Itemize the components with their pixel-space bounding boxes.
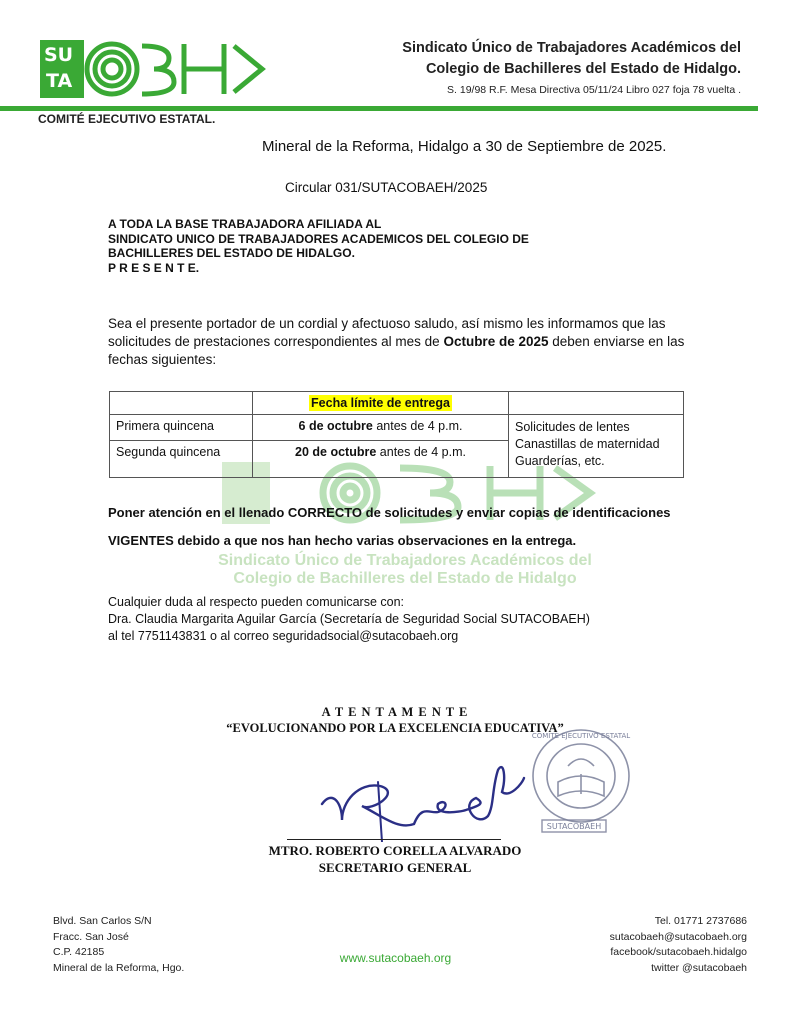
closing-motto: “EVOLUCIONANDO POR LA EXCELENCIA EDUCATIVA” [226,721,564,735]
row-label: Primera quincena [110,415,253,441]
contact-line: al tel 7751143831 o al correo seguridadsocial@sutacobaeh.org [108,629,459,643]
committee-label: COMITÉ EJECUTIVO ESTATAL. [38,112,216,126]
signer-title: SECRETARIO GENERAL [318,860,472,875]
warning-line-1: Poner atención en el llenado CORRECTO de solicitudes y enviar copias de identificaciones [108,505,671,520]
logo-ta-text: TA [46,70,73,92]
recipient-line: BACHILLERES DEL ESTADO DE HIDALGO. [108,246,355,260]
footer-twitter-link[interactable]: twitter @sutacobaeh [651,961,747,974]
table-header: Fecha límite de entrega [311,396,450,410]
signature-line [287,839,501,840]
warning-line-2: VIGENTES debido a que nos han hecho varias observaciones en la entrega. [108,533,577,548]
row-label: Segunda quincena [110,441,253,478]
registration-info: S. 19/98 R.F. Mesa Directiva 05/11/24 Libro 027 foja 78 vuelta . [447,84,741,96]
footer-email-link[interactable]: sutacobaeh@sutacobaeh.org [609,930,747,943]
watermark-org-line-1: Sindicato Único de Trabajadores Académicos del [218,552,592,569]
footer-contacts [610,914,747,976]
footer-address: Blvd. San Carlos S/N Fracc. San José C.P. 42185 Mineral de la Reforma, Hgo. [53,915,185,974]
circular-number: Circular 031/SUTACOBAEH/2025 [285,180,488,195]
watermark-org-line-2: Colegio de Bachilleres del Estado de Hidalgo [233,570,577,587]
recipient-line: A TODA LA BASE TRABAJADORA AFILIADA AL [108,217,382,231]
notes-cell: Solicitudes de lentes Canastillas de maternidad Guarderías, etc. [509,415,684,478]
stamp-text-top: COMITÉ EJECUTIVO ESTATAL [531,732,631,740]
closing-regards: A T E N T A M E N T E [321,705,469,719]
signer-name: MTRO. ROBERTO CORELLA ALVARADO [268,843,522,858]
stamp-text-bottom: SUTACOBAEH [546,822,602,831]
logo-cobh-mark [84,40,266,98]
org-name-line-1: Sindicato Único de Trabajadores Académicos del [402,40,741,56]
body-paragraph: Sea el presente portador de un cordial y afectuoso saludo, así mismo les informamos que las solicitudes de prestaciones correspondientes al mes de Octubre de 2025 deben enviarse en las fechas siguientes: [108,316,685,367]
logo-su-text: SU [44,44,74,66]
recipient-block [108,217,529,275]
table-row [110,415,684,441]
org-name-line-2: Colegio de Bachilleres del Estado de Hidalgo. [425,61,741,77]
recipient-line: SINDICATO UNICO DE TRABAJADORES ACADEMICOS DEL COLEGIO DE [108,231,529,246]
deadline-table [109,391,684,478]
signature [310,742,540,842]
row-deadline: 20 de octubre antes de 4 p.m. [253,441,509,478]
footer-facebook-link[interactable]: facebook/sutacobaeh.hidalgo [610,946,747,958]
recipient-line: P R E S E N T E. [108,260,200,275]
union-stamp [528,724,634,836]
table-header-cell [253,392,509,415]
contact-line: Cualquier duda al respecto pueden comunicarse con: [108,595,405,609]
footer-phone: Tel. 01771 2737686 [654,915,747,927]
place-date: Mineral de la Reforma, Hidalgo a 30 de Septiembre de 2025. [262,138,667,155]
contact-line: Dra. Claudia Margarita Aguilar García (Secretaría de Seguridad Social SUTACOBAEH) [108,612,590,626]
footer-website-link[interactable]: www.sutacobaeh.org [339,951,452,965]
contact-block [108,594,590,645]
header-divider [0,106,758,111]
row-deadline: 6 de octubre antes de 4 p.m. [253,415,509,441]
logo-box [40,40,84,98]
month-emphasis: Octubre de 2025 [443,334,549,349]
